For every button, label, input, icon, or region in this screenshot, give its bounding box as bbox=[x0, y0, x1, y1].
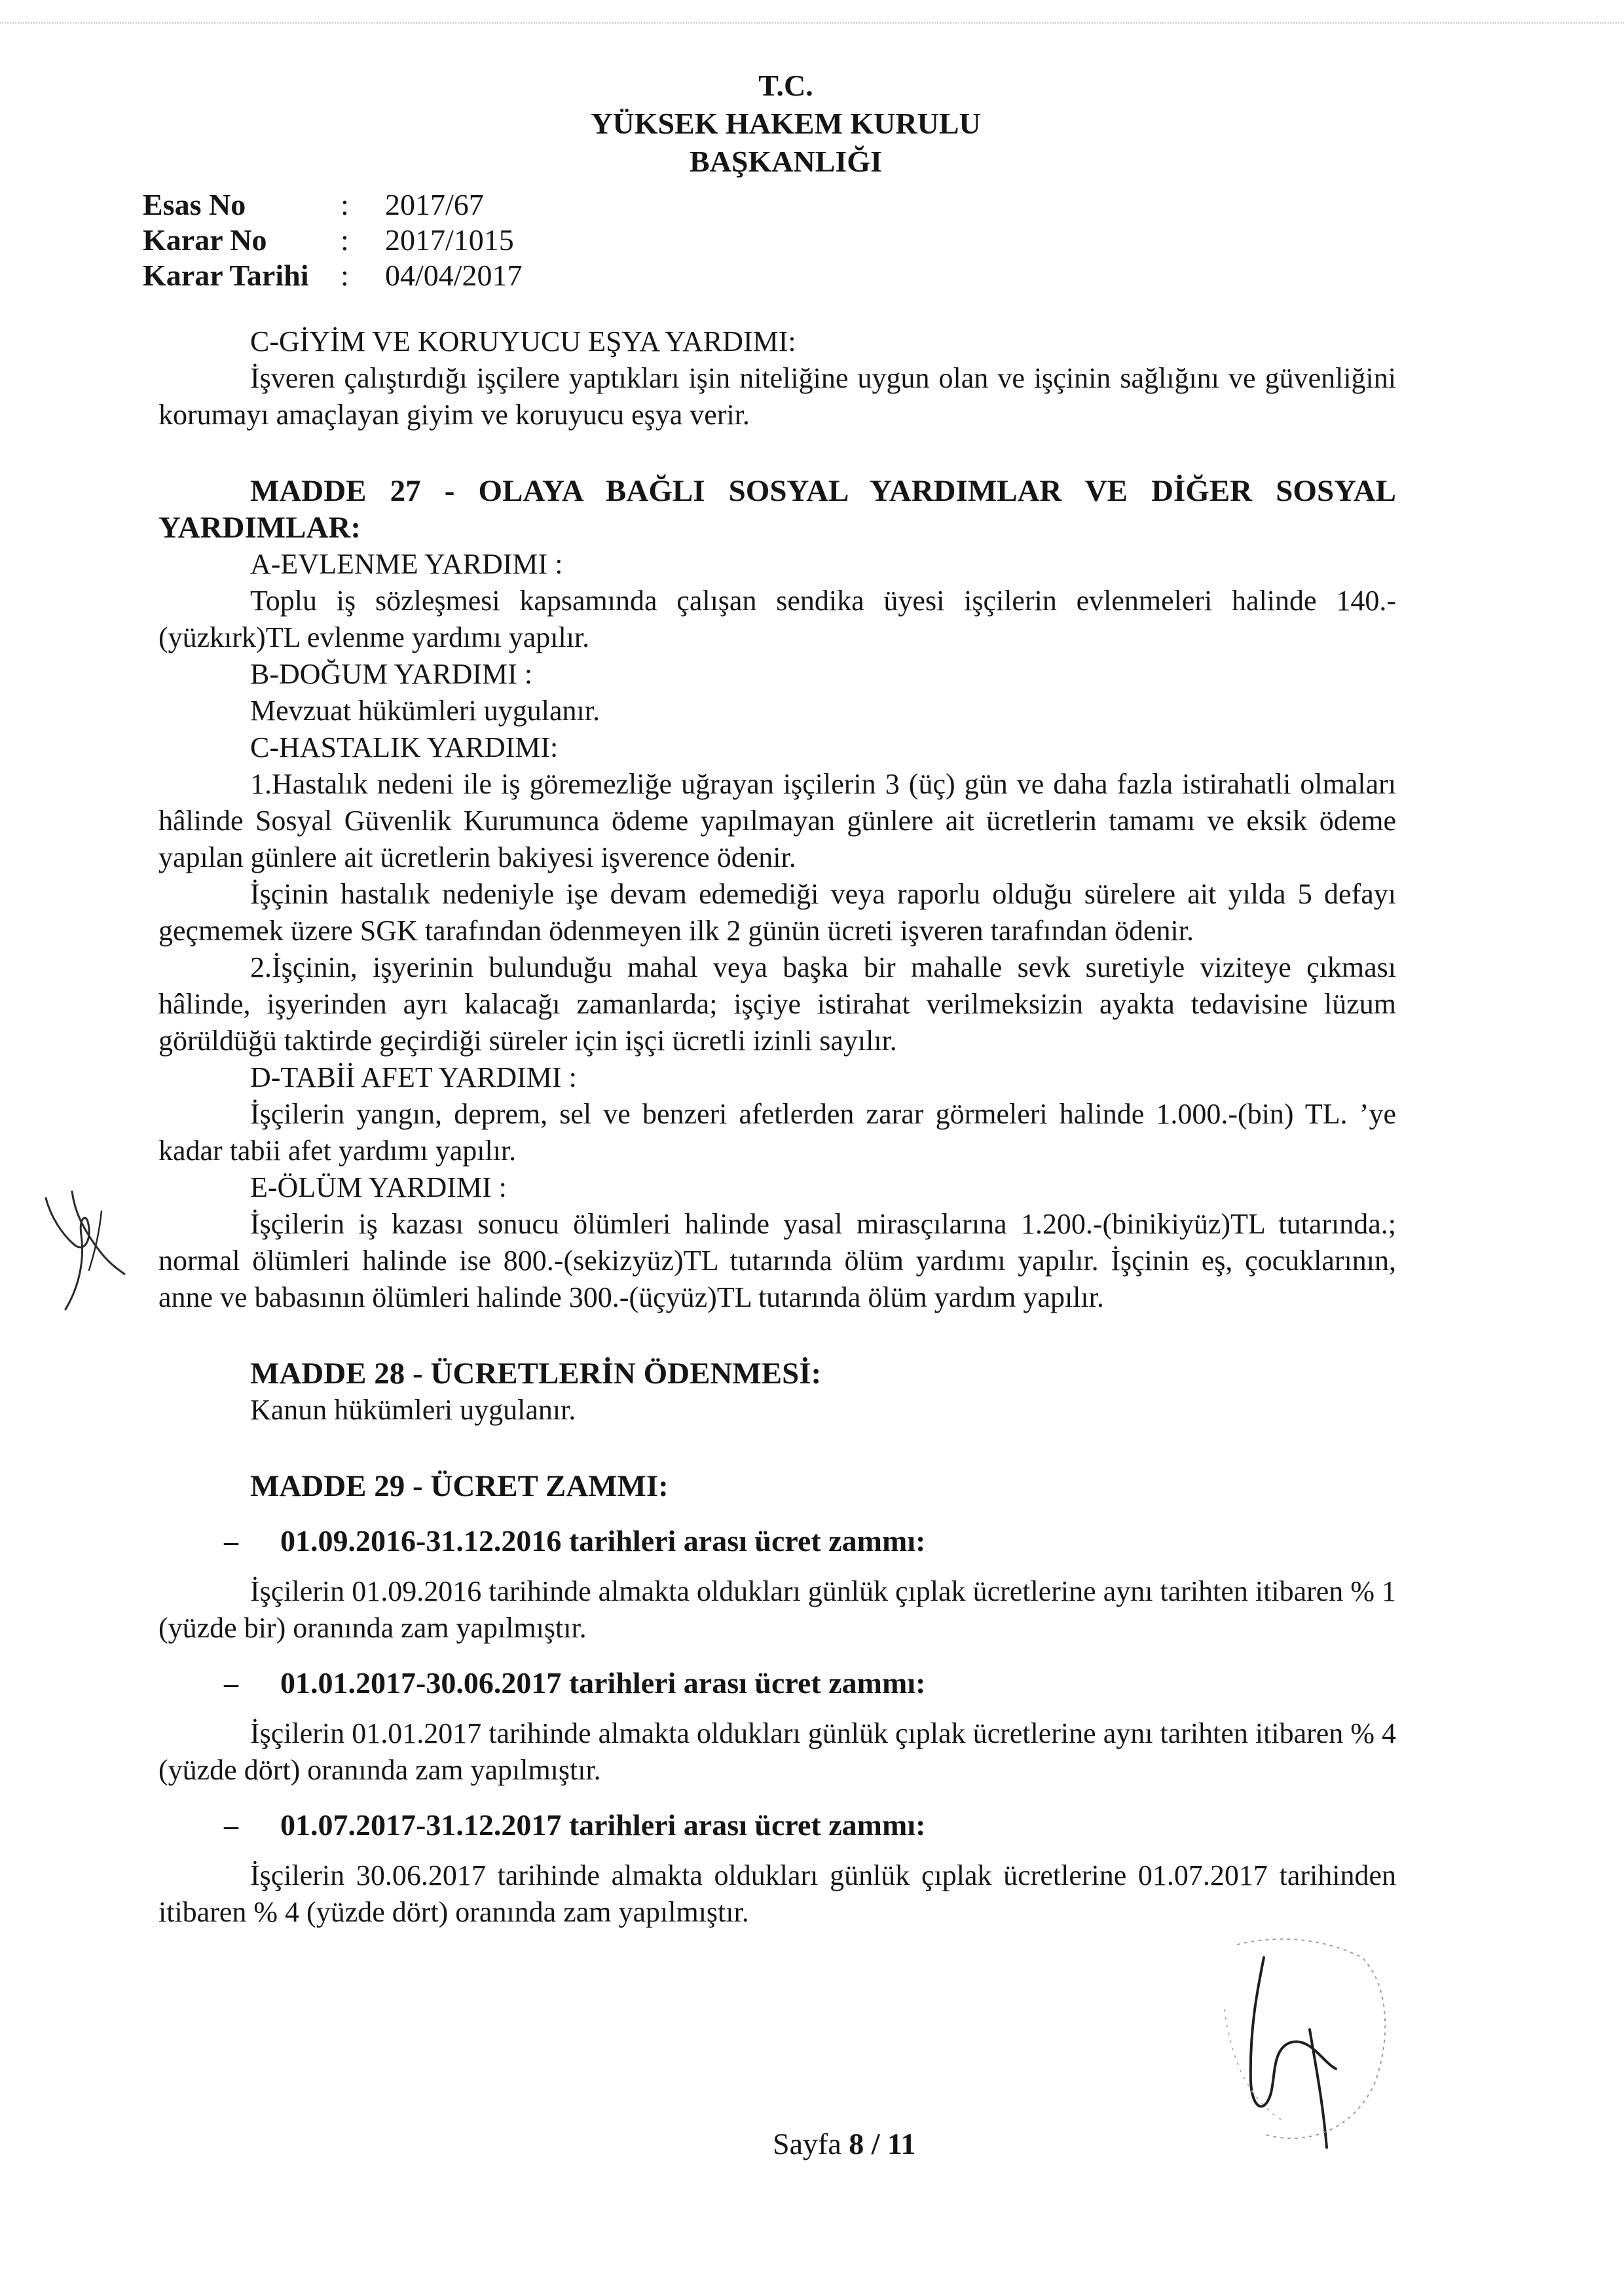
subsection-heading: B-DOĞUM YARDIMI : bbox=[250, 658, 533, 690]
document-header bbox=[537, 67, 1035, 181]
paragraph: İşçilerin iş kazası sonucu ölümleri halinde yasal mirasçılarına 1.200.-(binikiyüz)TL tutarında.; normal ölümleri halinde ise 800.-(sekizyüz)TL tutarında ölüm yardımı yapılır. İşçinin eş, çocuklarının, anne ve babasının ölümleri halinde 300.-(üçyüz)TL tutarında ölüm yardım yapılır. bbox=[158, 1208, 1396, 1313]
decision-number-colon: : bbox=[341, 223, 349, 257]
list-dash: – bbox=[224, 1810, 238, 1842]
paragraph: Toplu iş sözleşmesi kapsamında çalışan sendika üyesi işçilerin evlenmeleri halinde 140.-(yüzkırk)TL evlenme yardımı yapılır. bbox=[158, 585, 1396, 653]
handwritten-initial-icon bbox=[26, 1172, 138, 1322]
article-29 bbox=[158, 1468, 1396, 1931]
list-dash: – bbox=[224, 1667, 238, 1700]
paragraph: 1.Hastalık nedeni ile iş göremezliğe uğrayan işçilerin 3 (üç) gün ve daha fazla istirahatli olmaları hâlinde Sosyal Güvenlik Kurumunca ödeme yapılmayan günlere ait ücretlerin tamamı ve eksik ödeme yapılan günlere ait ücretlerin bakiyesi işverence ödenir. bbox=[158, 768, 1396, 873]
page-separator: / bbox=[864, 2127, 888, 2160]
case-number-value: 2017/67 bbox=[385, 188, 484, 221]
paragraph: İşçilerin yangın, deprem, sel ve benzeri afetlerden zarar görmeleri halinde 1.000.-(bin) TL. ’ye kadar tabii afet yardımı yapılır. bbox=[158, 1098, 1396, 1167]
paragraph: İşçinin hastalık nedeniyle işe devam edemediği veya raporlu olduğu sürelere ait yılda 5 defayı geçmemek üzere SGK tarafından ödenmeyen ilk 2 günün ücreti işveren tarafından ödenir. bbox=[158, 878, 1396, 947]
subsection-heading: C-HASTALIK YARDIMI: bbox=[250, 731, 559, 763]
paragraph: İşçilerin 01.01.2017 tarihinde almakta oldukları günlük çıplak ücretlerine aynı tarihten itibaren % 4 (yüzde dört) oranında zam yapılmıştır. bbox=[158, 1717, 1396, 1786]
paragraph: İşveren çalıştırdığı işçilere yaptıkları işin niteliğine uygun olan ve işçinin sağlığını ve güvenliğini korumayı amaçlayan giyim ve koruyucu eşya verir. bbox=[158, 362, 1396, 431]
paragraph: İşçilerin 30.06.2017 tarihinde almakta oldukları günlük çıplak ücretlerine 01.07.2017 tarihinden itibaren % 4 (yüzde dört) oranında zam yapılmıştır. bbox=[158, 1859, 1396, 1928]
period-title: 01.07.2017-31.12.2017 tarihleri arası ücret zammı: bbox=[280, 1808, 926, 1842]
page-footer bbox=[773, 2126, 916, 2161]
article-28 bbox=[158, 1355, 1396, 1429]
section-giyim bbox=[158, 323, 1396, 433]
decision-number-value: 2017/1015 bbox=[385, 223, 514, 257]
decision-date-colon: : bbox=[341, 259, 349, 292]
decision-number-label: Karar No bbox=[143, 223, 267, 257]
subsection-heading: E-ÖLÜM YARDIMI : bbox=[250, 1171, 507, 1203]
header-office: BAŞKANLIĞI bbox=[690, 145, 882, 178]
page-total: 11 bbox=[887, 2127, 916, 2160]
subsection-heading: D-TABİİ AFET YARDIMI : bbox=[250, 1061, 577, 1093]
decision-date-value: 04/04/2017 bbox=[385, 259, 523, 292]
subsection-heading: A-EVLENME YARDIMI : bbox=[250, 548, 563, 580]
scan-edge-line bbox=[0, 22, 1624, 24]
article-title: MADDE 29 - ÜCRET ZAMMI: bbox=[250, 1469, 669, 1503]
paragraph: İşçilerin 01.09.2016 tarihinde almakta oldukları günlük çıplak ücretlerine aynı tarihten itibaren % 1 (yüzde bir) oranında zam yapılmıştır. bbox=[158, 1575, 1396, 1644]
header-country: T.C. bbox=[758, 69, 813, 102]
period-title: 01.09.2016-31.12.2016 tarihleri arası ücret zammı: bbox=[280, 1524, 926, 1558]
wage-period bbox=[158, 1523, 1396, 1647]
paragraph: Kanun hükümleri uygulanır. bbox=[250, 1394, 576, 1426]
decision-date-label: Karar Tarihi bbox=[143, 259, 309, 292]
article-27 bbox=[158, 473, 1396, 1316]
period-title: 01.01.2017-30.06.2017 tarihleri arası ücret zammı: bbox=[280, 1666, 926, 1700]
page-current: 8 bbox=[849, 2127, 864, 2160]
header-institution: YÜKSEK HAKEM KURULU bbox=[591, 107, 981, 140]
document-body bbox=[158, 323, 1396, 1931]
case-number-colon: : bbox=[341, 188, 349, 221]
wage-period bbox=[158, 1807, 1396, 1931]
article-title: MADDE 27 - OLAYA BAĞLI SOSYAL YARDIMLAR VE DİĞER SOSYAL YARDIMLAR: bbox=[158, 474, 1396, 545]
page-label: Sayfa bbox=[773, 2127, 849, 2160]
case-number-label: Esas No bbox=[143, 188, 246, 221]
list-dash: – bbox=[224, 1525, 238, 1558]
paragraph: Mevzuat hükümleri uygulanır. bbox=[250, 695, 600, 727]
paragraph: 2.İşçinin, işyerinin bulunduğu mahal veya başka bir mahalle sevk suretiyle viziteye çıkması hâlinde, işyerinden ayrı kalacağı zamanlarda; işçiye istirahat verilmeksizin ayakta tedavisine lüzum görüldüğü taktirde geçirdiği süreler için işçi ücretli izinli sayılır. bbox=[158, 951, 1396, 1057]
section-heading: C-GİYİM VE KORUYUCU EŞYA YARDIMI: bbox=[250, 325, 796, 357]
article-title: MADDE 28 - ÜCRETLERİN ÖDENMESİ: bbox=[250, 1357, 822, 1391]
wage-period bbox=[158, 1665, 1396, 1789]
signature-icon bbox=[1211, 1931, 1408, 2206]
